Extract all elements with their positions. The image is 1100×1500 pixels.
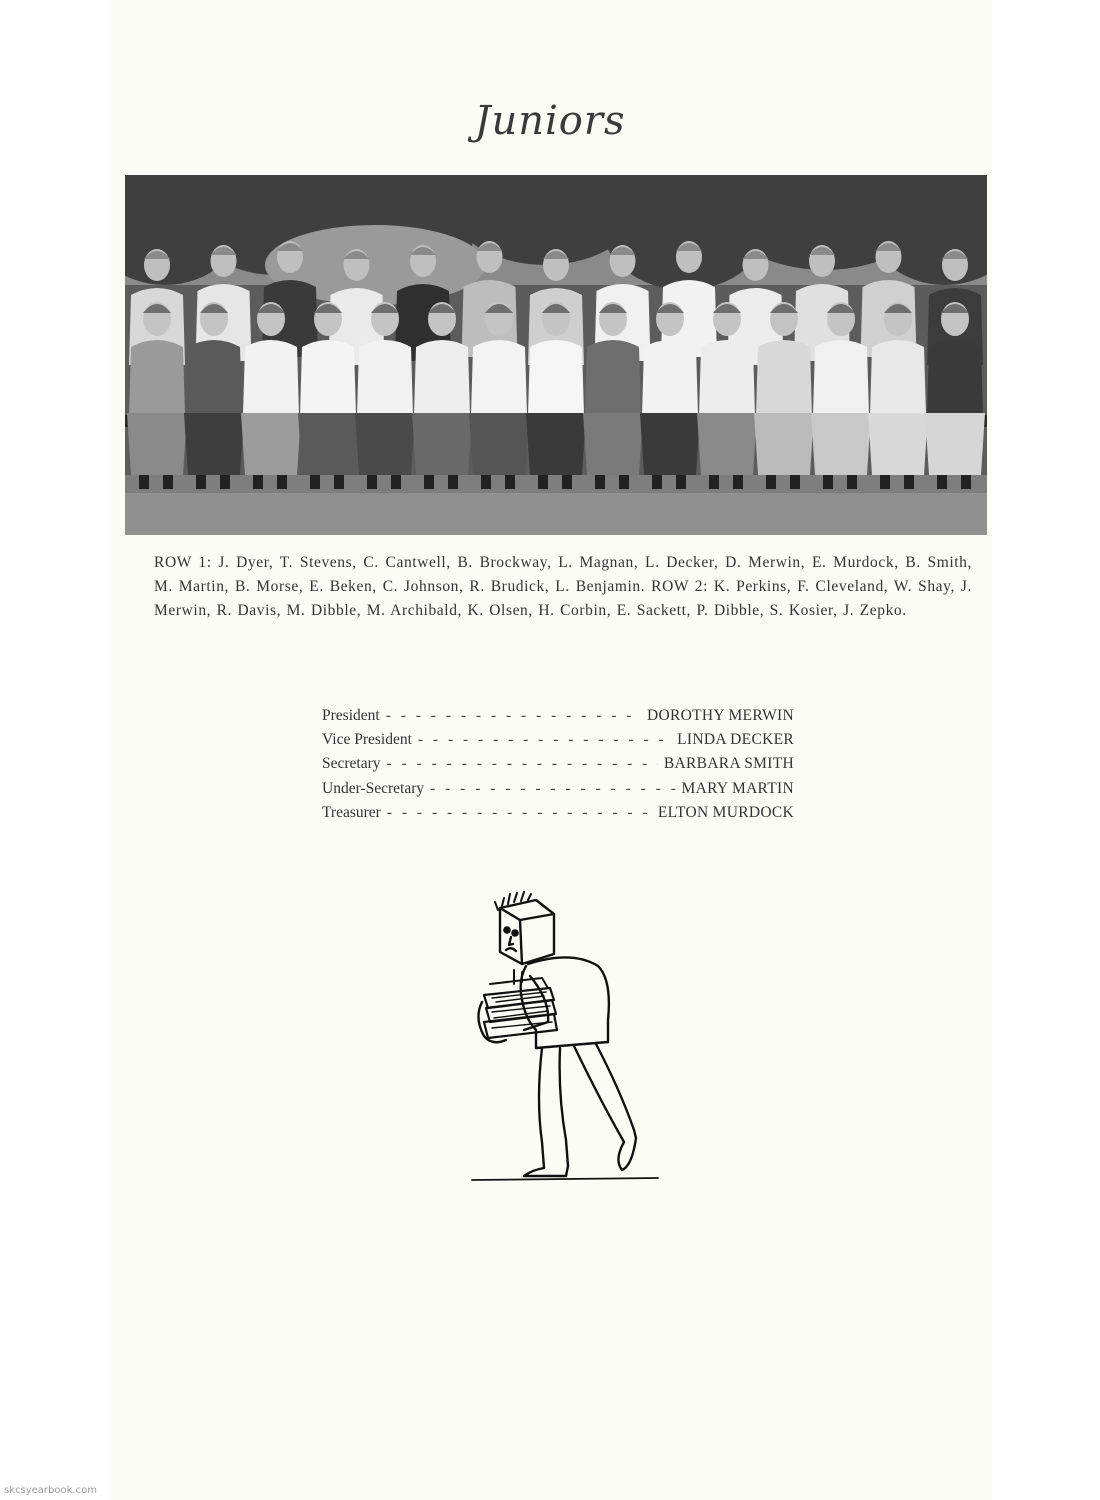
shoe — [277, 475, 287, 489]
front-row-student-lap — [184, 413, 244, 475]
front-row-student-lap — [241, 413, 301, 475]
front-row-student-lap — [640, 413, 700, 475]
shoe — [676, 475, 686, 489]
front-row-student-torso — [357, 340, 413, 415]
front-row-student-torso — [813, 340, 869, 415]
shoe — [709, 475, 719, 489]
shoe — [139, 475, 149, 489]
grass-foreground — [125, 493, 987, 535]
shoe — [220, 475, 230, 489]
leader-dashes — [387, 752, 658, 776]
officer-row — [322, 728, 794, 752]
officer-role: Vice President — [322, 731, 412, 749]
officer-row — [322, 777, 794, 801]
front-row-student-lap — [754, 413, 814, 475]
front-row-student-lap — [925, 413, 985, 475]
front-row-student-lap — [811, 413, 871, 475]
shoe — [424, 475, 434, 489]
shoe — [481, 475, 491, 489]
officer-role: Secretary — [322, 755, 381, 773]
shoe — [448, 475, 458, 489]
officer-role: Under-Secretary — [322, 779, 425, 797]
officer-role: President — [322, 707, 380, 724]
front-row-student-torso — [756, 340, 812, 415]
class-photo — [125, 175, 987, 535]
officers-list — [322, 704, 794, 825]
shoe — [538, 475, 548, 489]
class-photo-image — [125, 175, 987, 535]
officer-name: MARY MARTIN — [681, 779, 794, 797]
front-row-student-torso — [186, 340, 242, 415]
front-row-student-lap — [526, 413, 586, 475]
shoe — [961, 475, 971, 489]
officer-name: ELTON MURDOCK — [657, 803, 794, 821]
shoe — [367, 475, 377, 489]
officer-row — [322, 801, 794, 825]
front-row-student-torso — [699, 340, 755, 415]
shoe — [790, 475, 800, 489]
front-row-student-torso — [471, 340, 527, 415]
shoe — [937, 475, 947, 489]
shoe — [595, 475, 605, 489]
officer-row — [322, 704, 794, 728]
front-row-student-torso — [870, 340, 926, 415]
leader-dashes — [387, 801, 652, 825]
front-row-student-torso — [585, 340, 641, 415]
officer-role: Treasurer — [322, 803, 381, 821]
page-title: Juniors — [474, 98, 626, 144]
site-watermark: skcsyearbook.com — [4, 1485, 97, 1496]
shoe — [847, 475, 857, 489]
officer-name: DOROTHY MERWIN — [647, 707, 794, 724]
front-row-student-lap — [583, 413, 643, 475]
shoe — [163, 475, 173, 489]
shoe — [253, 475, 263, 489]
front-row-student-torso — [243, 340, 299, 415]
front-row-student-lap — [355, 413, 415, 475]
shoe — [766, 475, 776, 489]
officer-row — [322, 752, 794, 776]
front-row-student-lap — [412, 413, 472, 475]
front-row-student-lap — [469, 413, 529, 475]
shoe — [619, 475, 629, 489]
shoe — [310, 475, 320, 489]
leader-dashes — [418, 728, 671, 752]
shoe — [391, 475, 401, 489]
front-row-student-torso — [642, 340, 698, 415]
leader-dashes — [430, 777, 675, 801]
front-row-student-lap — [127, 413, 187, 475]
shoe — [880, 475, 890, 489]
front-row-student-lap — [697, 413, 757, 475]
shoe — [505, 475, 515, 489]
front-row-student-torso — [528, 340, 584, 415]
shoe — [823, 475, 833, 489]
front-row-student-lap — [868, 413, 928, 475]
officer-name: LINDA DECKER — [677, 731, 794, 749]
officer-name: BARBARA SMITH — [663, 755, 794, 773]
shoe — [904, 475, 914, 489]
front-row-student-torso — [414, 340, 470, 415]
shoe — [334, 475, 344, 489]
photo-caption: ROW 1: J. Dyer, T. Stevens, C. Cantwell, B. Brockway, L. Magnan, L. Decker, D. Merwin, E. Murdock, B. Smith, M. Martin, B. Morse, E. Beken, C. Johnson, R. Brudick, L. Benjamin. ROW 2: K. Perkins, F. Cleveland, W. Shay, J. Merwin, R. Davis, M. Dibble, M. Archibald, K. Olsen, H. Corbin, E. Sackett, P. Dibble, S. Kosier, J. Zepko. — [154, 554, 972, 619]
shoe — [733, 475, 743, 489]
front-row-student-torso — [300, 340, 356, 415]
leader-dashes — [386, 704, 641, 728]
front-row-student-torso — [129, 340, 185, 415]
shoe — [196, 475, 206, 489]
cartoon-student-illustration — [462, 880, 672, 1185]
front-row-student-torso — [927, 340, 983, 415]
shoe — [562, 475, 572, 489]
shoe — [652, 475, 662, 489]
front-row-student-lap — [298, 413, 358, 475]
